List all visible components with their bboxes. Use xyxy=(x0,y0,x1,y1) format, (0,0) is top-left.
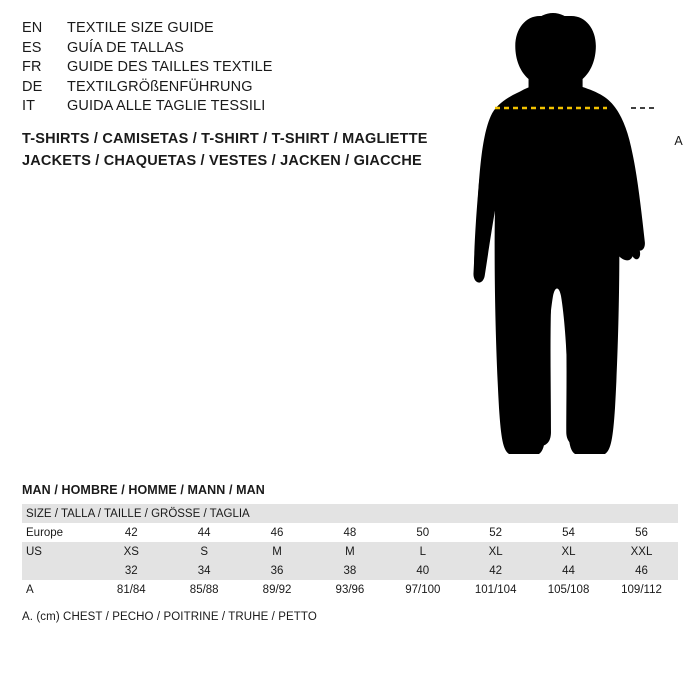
size-table xyxy=(22,504,678,599)
cell: 38 xyxy=(314,561,387,580)
cell: XL xyxy=(459,542,532,561)
measure-label-a: A xyxy=(674,134,683,148)
language-row-en xyxy=(22,19,462,39)
language-code-fr: FR xyxy=(22,59,42,75)
cell: 34 xyxy=(168,561,241,580)
cell: 32 xyxy=(95,561,168,580)
cell: 42 xyxy=(459,561,532,580)
cell: 81/84 xyxy=(95,580,168,599)
language-row-de xyxy=(22,78,462,98)
table-header-label: SIZE / TALLA / TAILLE / GRÖSSE / TAGLIA xyxy=(22,504,678,523)
cell: 101/104 xyxy=(459,580,532,599)
cell: 97/100 xyxy=(386,580,459,599)
row-label-a: A xyxy=(22,580,95,599)
cell: 44 xyxy=(168,523,241,542)
language-text-es: GUÍA DE TALLAS xyxy=(67,39,184,56)
category-line-jackets: JACKETS / CHAQUETAS / VESTES / JACKEN / GIACCHE xyxy=(22,153,422,169)
cell: 36 xyxy=(241,561,314,580)
table-group-title: MAN / HOMBRE / HOMME / MANN / MAN xyxy=(22,483,265,497)
cell: 89/92 xyxy=(241,580,314,599)
table-footnote: A. (cm) CHEST / PECHO / POITRINE / TRUHE / PETTO xyxy=(22,611,317,623)
cell: 42 xyxy=(95,523,168,542)
cell: XS xyxy=(95,542,168,561)
cell: 85/88 xyxy=(168,580,241,599)
language-header-block xyxy=(22,19,462,117)
language-code-es: ES xyxy=(22,39,42,56)
cell: L xyxy=(386,542,459,561)
table-header-row xyxy=(22,504,678,523)
language-code-en: EN xyxy=(22,20,43,36)
row-label-us-numeric xyxy=(22,561,95,580)
table-row xyxy=(22,561,678,580)
cell: 40 xyxy=(386,561,459,580)
cell: XL xyxy=(532,542,605,561)
language-row-it xyxy=(22,97,462,117)
language-text-it: GUIDA ALLE TAGLIE TESSILI xyxy=(67,98,266,114)
cell: 109/112 xyxy=(605,580,678,599)
language-row-es xyxy=(22,39,462,59)
cell: 48 xyxy=(314,523,387,542)
category-block xyxy=(22,128,492,172)
row-label-europe: Europe xyxy=(22,523,95,542)
language-text-de: TEXTILGRÖßENFÜHRUNG xyxy=(67,78,253,95)
cell: 46 xyxy=(241,523,314,542)
male-silhouette-figure xyxy=(455,8,685,478)
cell: 54 xyxy=(532,523,605,542)
cell: 52 xyxy=(459,523,532,542)
row-label-us: US xyxy=(22,542,95,561)
language-code-de: DE xyxy=(22,78,43,95)
language-text-en: TEXTILE SIZE GUIDE xyxy=(67,20,214,36)
cell: 50 xyxy=(386,523,459,542)
cell: M xyxy=(314,542,387,561)
cell: 105/108 xyxy=(532,580,605,599)
table-row xyxy=(22,580,678,599)
language-code-it: IT xyxy=(22,98,36,114)
size-table-area xyxy=(22,483,678,623)
table-row xyxy=(22,542,678,561)
table-row xyxy=(22,523,678,542)
language-text-fr: GUIDE DES TAILLES TEXTILE xyxy=(67,59,273,75)
language-row-fr xyxy=(22,58,462,78)
cell: XXL xyxy=(605,542,678,561)
cell: S xyxy=(168,542,241,561)
category-line-tshirts: T-SHIRTS / CAMISETAS / T-SHIRT / T-SHIRT / MAGLIETTE xyxy=(22,131,428,147)
cell: 46 xyxy=(605,561,678,580)
cell: 93/96 xyxy=(314,580,387,599)
cell: 56 xyxy=(605,523,678,542)
cell: M xyxy=(241,542,314,561)
cell: 44 xyxy=(532,561,605,580)
